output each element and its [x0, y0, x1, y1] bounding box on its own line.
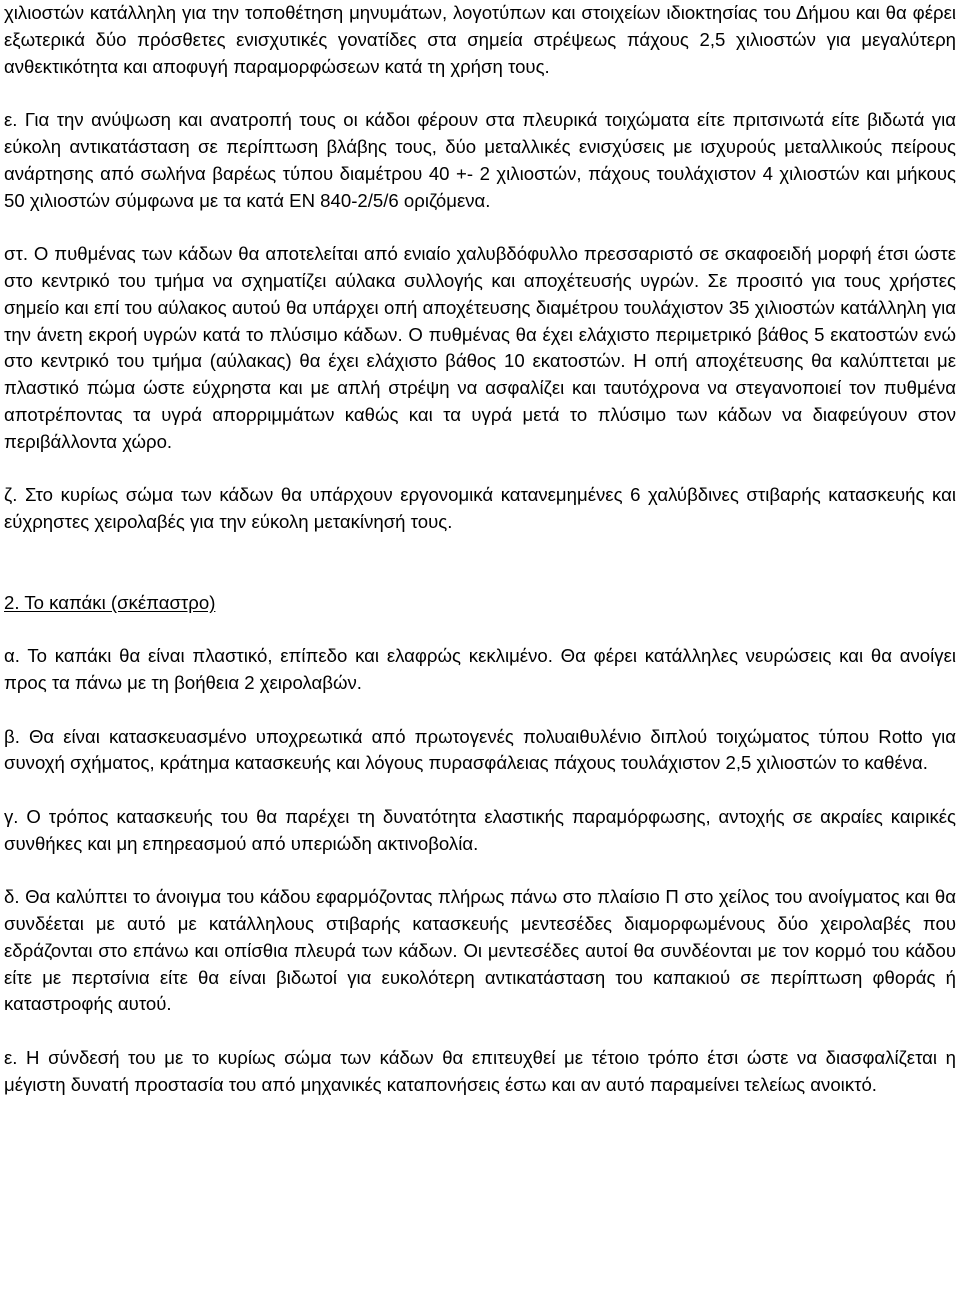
paragraph-z-handles: ζ. Στο κυρίως σώμα των κάδων θα υπάρχουν εργονομικά κατανεμημένες 6 χαλύβδινες στιβαρής κατασκευής και εύχρηστες χειρολαβές για την εύκολη μετακίνησή τους.: [4, 484, 956, 533]
document-page: [4, 0, 956, 1099]
paragraph-spacer: [4, 456, 956, 483]
paragraph-b-lid: β. Θα είναι κατασκευασμένο υποχρεωτικά από πρωτογενές πολυαιθυλένιο διπλού τοιχώματος τύπου Rotto για συνοχή σχήματος, κράτημα κατασκευής και λόγους πυρασφάλειας πάχους τουλάχιστον 2,5 χιλιοστών το καθένα.: [4, 725, 956, 774]
section-spacer: [4, 536, 956, 590]
paragraph-g-lid: γ. Ο τρόπος κατασκευής του θα παρέχει τη δυνατότητα ελαστικής παραμόρφωσης, αντοχής σε ακραίες καιρικές συνθήκες και μη επηρεασμού από υπεριώδη ακτινοβολία.: [4, 805, 956, 854]
paragraph-a-lid: α. Το καπάκι θα είναι πλαστικό, επίπεδο και ελαφρώς κεκλιμένο. Θα φέρει κατάλληλες νευρώσεις και θα ανοίγει προς τα πάνω με τη βοήθεια 2 χειρολαβών.: [4, 645, 956, 693]
paragraph-spacer: [4, 697, 956, 724]
paragraph-e-lid: ε. Η σύνδεσή του με το κυρίως σώμα των κάδων θα επιτευχθεί με τέτοιο τρόπο έτσι ώστε να διασφαλίζεται η μέγιστη δυνατή προστασία του από μηχανικές καταπονήσεις έστω και αν αυτό παραμείνει τελείως ανοικτό.: [4, 1047, 956, 1095]
paragraph-spacer: [4, 616, 956, 643]
paragraph-spacer: [4, 858, 956, 885]
paragraph-spacer: [4, 80, 956, 107]
paragraph-e-lifting: ε. Για την ανύψωση και ανατροπή τους οι κάδοι φέρουν στα πλευρικά τοιχώματα είτε πριτσινωτά είτε βιδωτά για εύκολη αντικατάσταση σε περίπτωση βλάβης τους, δύο μεταλλικές ενισχύσεις με ισχυρούς μεταλλικούς πείρους ανάρτησης από σωλήνα βαρέως τύπου διαμέτρου 40 +- 2 χιλιοστών, πάχους τουλάχιστον 4 χιλιοστών και μήκους 50 χιλιοστών σύμφωνα με τα κατά ΕΝ 840-2/5/6 οριζόμενα.: [4, 109, 956, 211]
paragraph-d-lid: δ. Θα καλύπτει το άνοιγμα του κάδου εφαρμόζοντας πλήρως πάνω στο πλαίσιο Π στο χείλος του ανοίγματος και θα συνδέεται με αυτό με κατάλληλους στιβαρής κατασκευής μεντεσέδες διαμορφωμένους δύο χειρολαβές που εδράζονται στο επάνω και οπίσθια πλευρά των κάδων. Οι μεντεσέδες αυτοί θα συνδέονται με τον κορμό του κάδου είτε με περτσίνια είτε θα είναι βιδωτοί για ευκολότερη αντικατάσταση του καπακιού σε περίπτωση φθοράς ή καταστροφής αυτού.: [4, 886, 956, 1015]
paragraph-intro-continuation: χιλιοστών κατάλληλη για την τοποθέτηση μηνυμάτων, λογοτύπων και στοιχείων ιδιοκτησίας του Δήμου και θα φέρει εξωτερικά δύο πρόσθετες ενισχυτικές γονατίδες στα σημεία στρέψεως πάχους 2,5 χιλιοστών για μεγαλύτερη ανθεκτικότητα και αποφυγή παραμορφώσεων κατά τη χρήση τους.: [4, 2, 956, 77]
paragraph-spacer: [4, 214, 956, 241]
paragraph-spacer: [4, 1018, 956, 1045]
paragraph-spacer: [4, 777, 956, 804]
section-heading-lid: 2. Το καπάκι (σκέπαστρο): [4, 591, 216, 613]
paragraph-st-bottom: στ. Ο πυθμένας των κάδων θα αποτελείται από ενιαίο χαλυβδόφυλλο πρεσσαριστό σε σκαφοειδή μορφή έτσι ώστε στο κεντρικό του τμήμα να σχηματίζει αύλακα συλλογής και αποχέτευσής υγρών. Σε προσιτό για τους χρήστες σημείο και επί του αύλακος αυτού θα υπάρχει οπή αποχέτευσης διαμέτρου τουλάχιστον 35 χιλιοστών κατάλληλη για την άνετη εκροή υγρών κατά το πλύσιμο κάδων. Ο πυθμένας θα έχει ελάχιστο περιμετρικό βάθος 5 εκατοστών ενώ στο κεντρικό του τμήμα (αύλακας) θα έχει ελάχιστο βάθος 10 εκατοστών. Η οπή αποχέτευσης θα καλύπτεται με πλαστικό πώμα ώστε εύχρηστα και με απλή στρέψη να ασφαλίζει και ταυτόχρονα να στεγανοποιεί τον πυθμένα αποτρέποντας τα υγρά απορριμμάτων καθώς και τα υγρά μετά το πλύσιμο των κάδων να διαφεύγουν στον περιβάλλοντα χώρο.: [4, 243, 956, 452]
